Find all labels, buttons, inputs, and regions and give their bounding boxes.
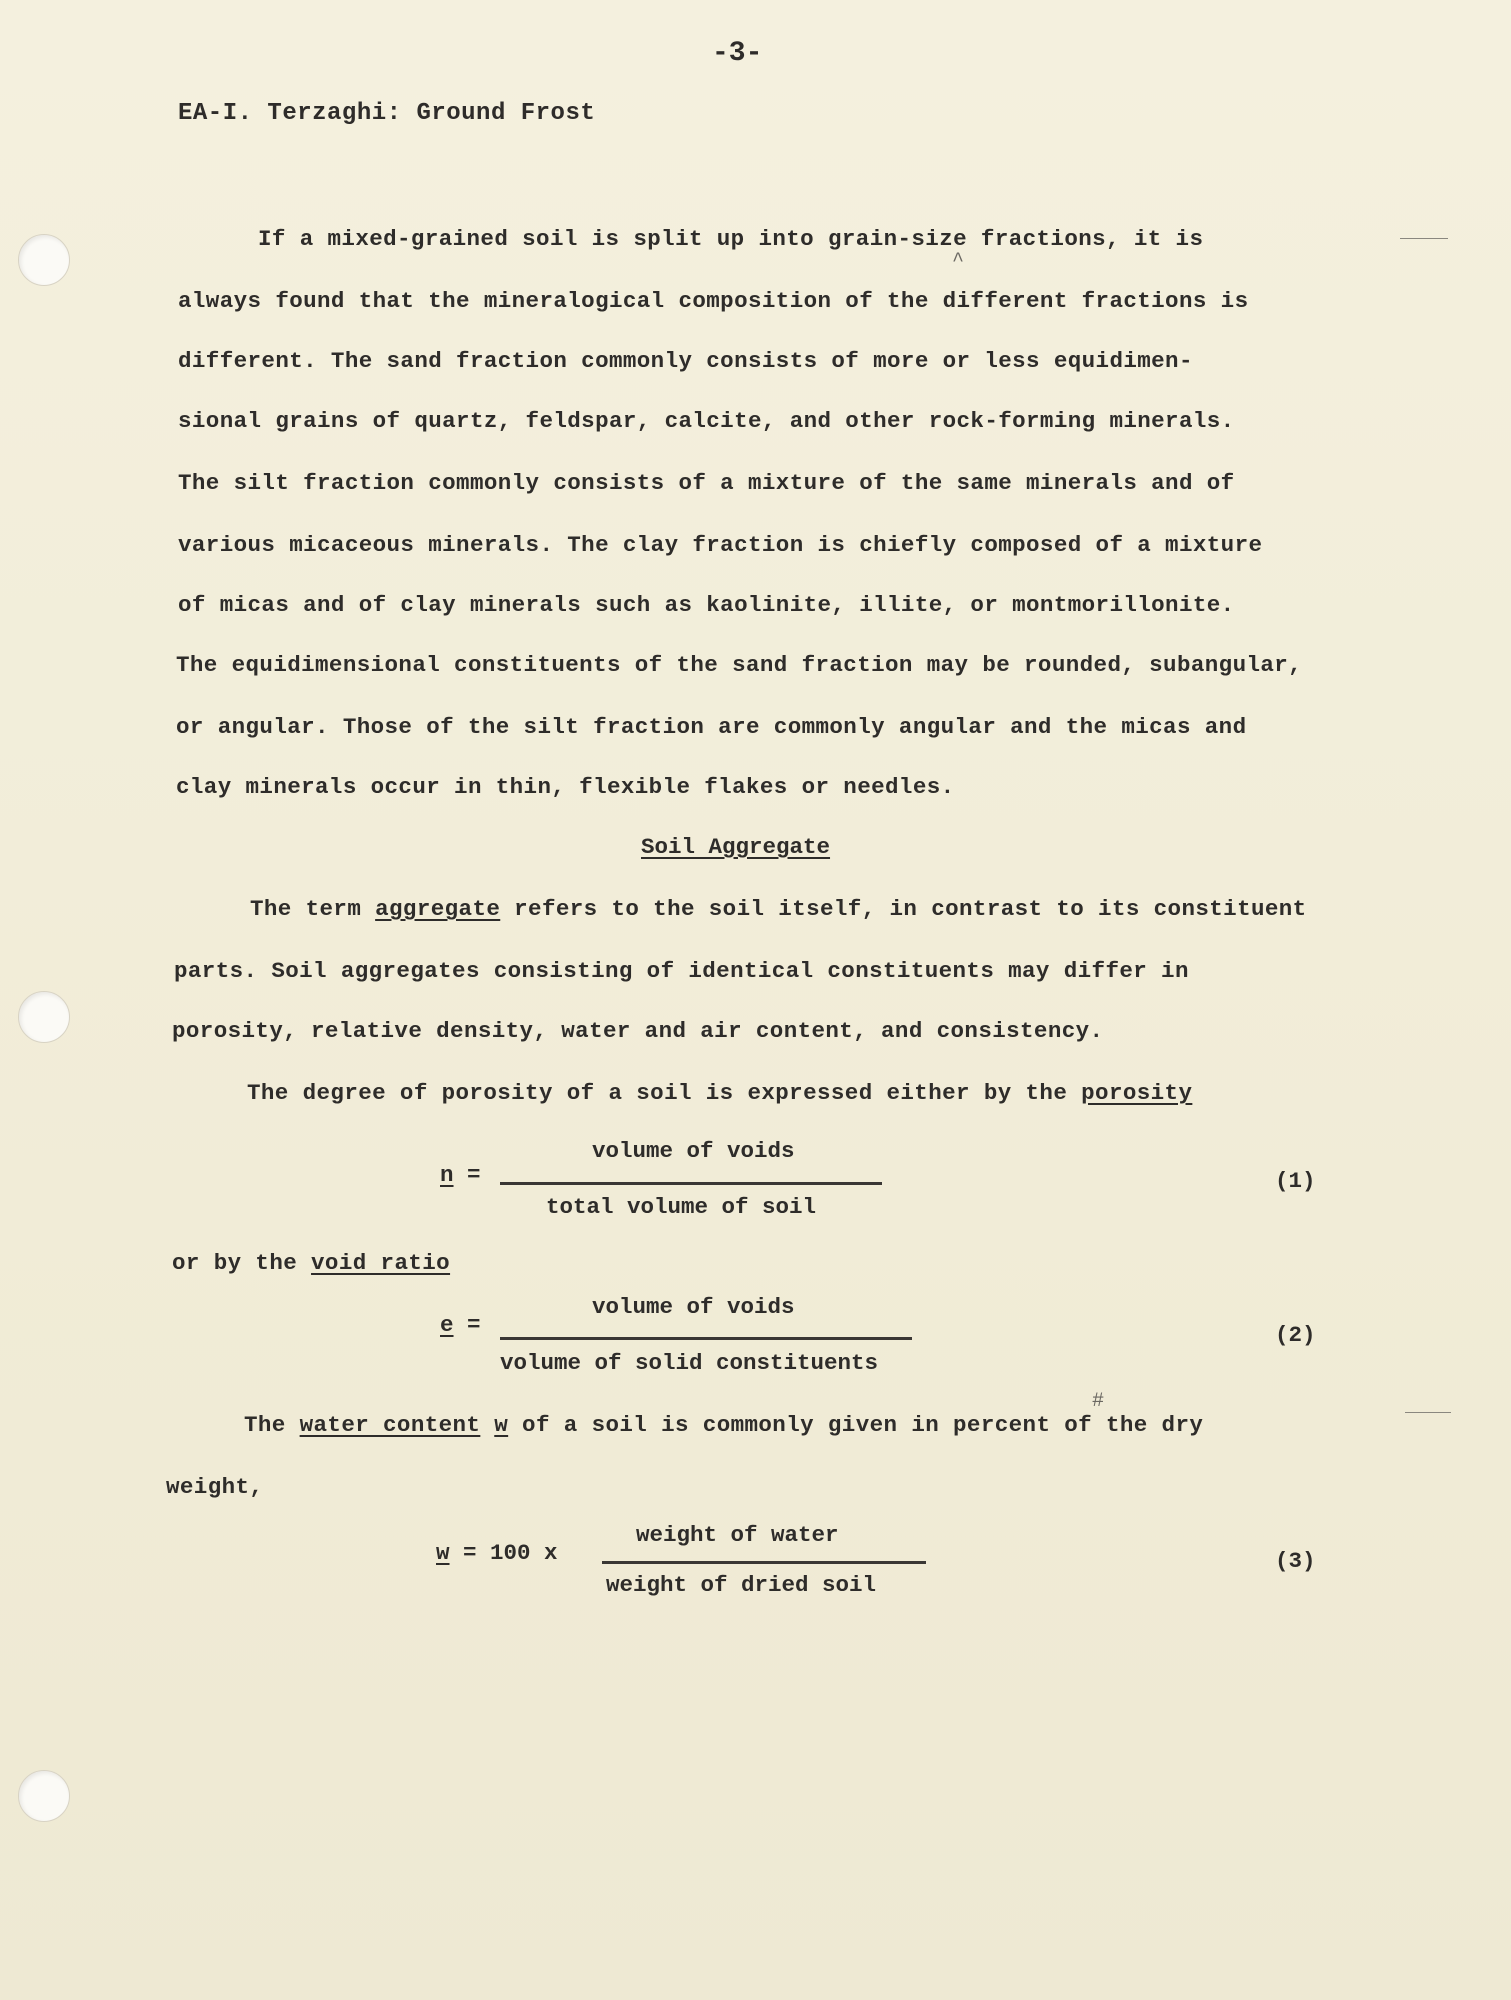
eq3-label: (3) — [1275, 1548, 1316, 1574]
eq1-fraction-bar — [500, 1182, 882, 1185]
term-aggregate: aggregate — [375, 896, 501, 922]
punch-hole — [18, 991, 70, 1043]
text-line: different. The sand fraction commonly consists of more or less equidimen- — [178, 348, 1193, 374]
text-line: or angular. Those of the silt fraction are commonly angular and the micas and — [176, 714, 1247, 740]
eq3-numerator: weight of water — [636, 1522, 839, 1548]
term-void-ratio: void ratio — [311, 1250, 451, 1276]
eq1-numerator: volume of voids — [592, 1138, 795, 1164]
page-number: -3- — [712, 38, 763, 69]
proofreader-hash-mark: # — [1092, 1390, 1105, 1413]
eq3-fraction-bar — [602, 1561, 926, 1564]
term-water-content: water content — [299, 1412, 481, 1438]
eq2-numerator: volume of voids — [592, 1294, 795, 1320]
margin-mark — [1405, 1412, 1451, 1413]
punch-hole — [18, 234, 70, 286]
text-line: The water content w of a soil is commonly given in percent of the dry — [244, 1412, 1204, 1438]
eq2-lhs: e = — [440, 1312, 481, 1338]
section-heading: Soil Aggregate — [641, 834, 831, 860]
eq2-denominator: volume of solid constituents — [500, 1350, 879, 1376]
margin-mark — [1400, 238, 1448, 239]
text-line: or by the void ratio — [172, 1250, 451, 1276]
eq3-denominator: weight of dried soil — [606, 1572, 877, 1598]
text-line: sional grains of quartz, feldspar, calcite, and other rock-forming minerals. — [178, 408, 1235, 434]
text-line: clay minerals occur in thin, flexible flakes or needles. — [176, 774, 955, 800]
text-line: weight, — [166, 1474, 264, 1500]
text-line: various micaceous minerals. The clay fraction is chiefly composed of a mixture — [178, 532, 1263, 558]
eq3-lhs: w = 100 x — [436, 1540, 558, 1566]
eq1-label: (1) — [1275, 1168, 1316, 1194]
term-porosity: porosity — [1081, 1080, 1193, 1106]
punch-hole — [18, 1770, 70, 1822]
insertion-caret: ^ — [952, 250, 965, 273]
text-line: The term aggregate refers to the soil itself, in contrast to its constituent — [250, 896, 1307, 922]
text-line: parts. Soil aggregates consisting of identical constituents may differ in — [174, 958, 1189, 984]
text-line: porosity, relative density, water and air content, and consistency. — [172, 1018, 1104, 1044]
page-header: EA-I. Terzaghi: Ground Frost — [178, 100, 596, 127]
text-line: always found that the mineralogical composition of the different fractions is — [178, 288, 1249, 314]
text-line: The equidimensional constituents of the sand fraction may be rounded, subangular, — [176, 652, 1303, 678]
text-line: If a mixed-grained soil is split up into grain-size fractions, it is — [258, 226, 1204, 252]
text-line: The silt fraction commonly consists of a mixture of the same minerals and of — [178, 470, 1235, 496]
eq2-fraction-bar — [500, 1337, 912, 1340]
text-line: The degree of porosity of a soil is expressed either by the porosity — [247, 1080, 1193, 1106]
text-line: of micas and of clay minerals such as kaolinite, illite, or montmorillonite. — [178, 592, 1235, 618]
eq1-denominator: total volume of soil — [546, 1194, 817, 1220]
eq1-lhs: n = — [440, 1162, 481, 1188]
eq2-label: (2) — [1275, 1322, 1316, 1348]
